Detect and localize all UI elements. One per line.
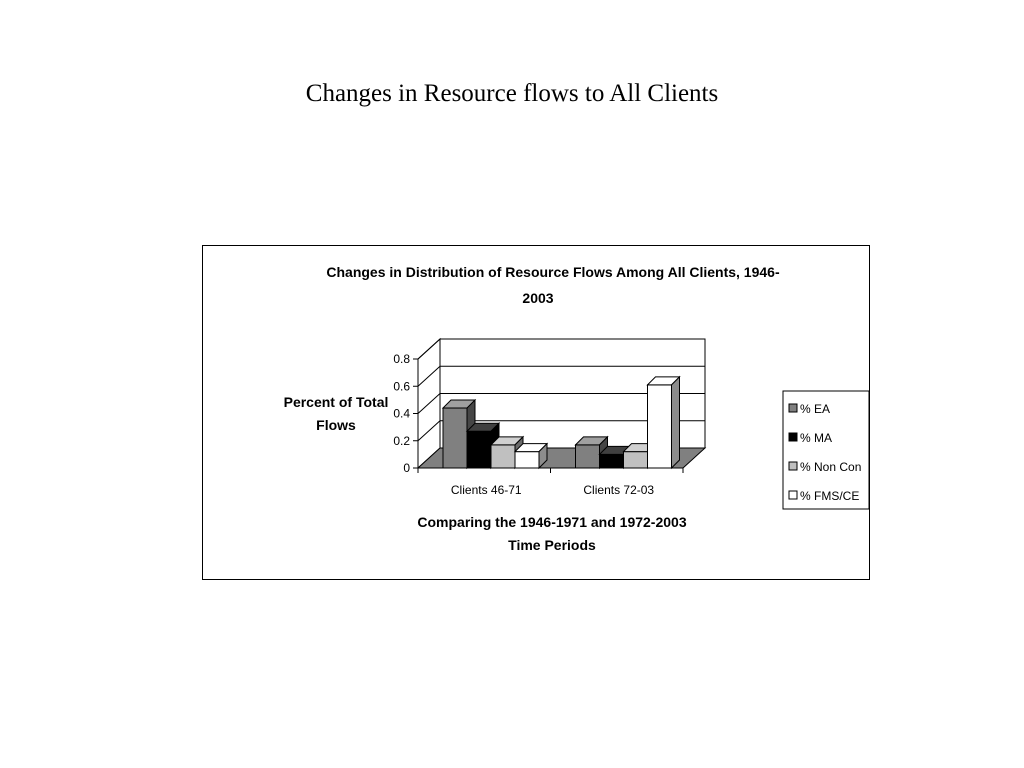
y-tick-label: 0.2 (393, 433, 410, 448)
legend-label: % EA (800, 402, 831, 416)
legend-swatch (789, 491, 797, 499)
slide-title: Changes in Resource flows to All Clients (305, 80, 719, 107)
x-axis-title-line-1: Comparing the 1946-1971 and 1972-2003 (417, 514, 687, 530)
legend-swatch (789, 433, 797, 441)
bar-front-face (443, 408, 467, 468)
chart-title-line-1: Changes in Distribution of Resource Flows Among All Clients, 1946- (326, 264, 780, 280)
y-tick-label: 0.4 (393, 406, 410, 421)
legend-label: % MA (800, 431, 833, 445)
y-tick-label: 0.8 (393, 352, 410, 366)
bar-chart (203, 246, 871, 581)
chart-frame (202, 245, 870, 580)
legend-swatch (789, 404, 797, 412)
bar-front-face (515, 452, 539, 468)
bar-front-face (600, 454, 624, 468)
legend (783, 391, 869, 509)
bar-front-face (467, 431, 491, 468)
y-axis-title-line-1: Percent of Total (283, 394, 389, 410)
bar (515, 444, 547, 468)
legend-label: % Non Con (800, 460, 862, 474)
x-category-label: Clients 46-71 (450, 483, 522, 497)
legend-swatch (789, 462, 797, 470)
plot-area (393, 339, 705, 497)
x-axis-title-line-2: Time Periods (508, 537, 596, 553)
bar-side-face (672, 377, 680, 468)
bar (648, 377, 680, 468)
y-axis-title-line-2: Flows (316, 417, 356, 433)
legend-label: % FMS/CE (800, 489, 860, 503)
bar-front-face (648, 385, 672, 468)
bar-front-face (576, 445, 600, 468)
y-tick-label: 0 (403, 461, 410, 475)
bar-front-face (491, 445, 515, 468)
y-tick-label: 0.6 (393, 379, 410, 394)
x-category-label: Clients 72-03 (583, 483, 655, 497)
bar-front-face (624, 452, 648, 468)
chart-title-line-2: 2003 (522, 290, 554, 306)
